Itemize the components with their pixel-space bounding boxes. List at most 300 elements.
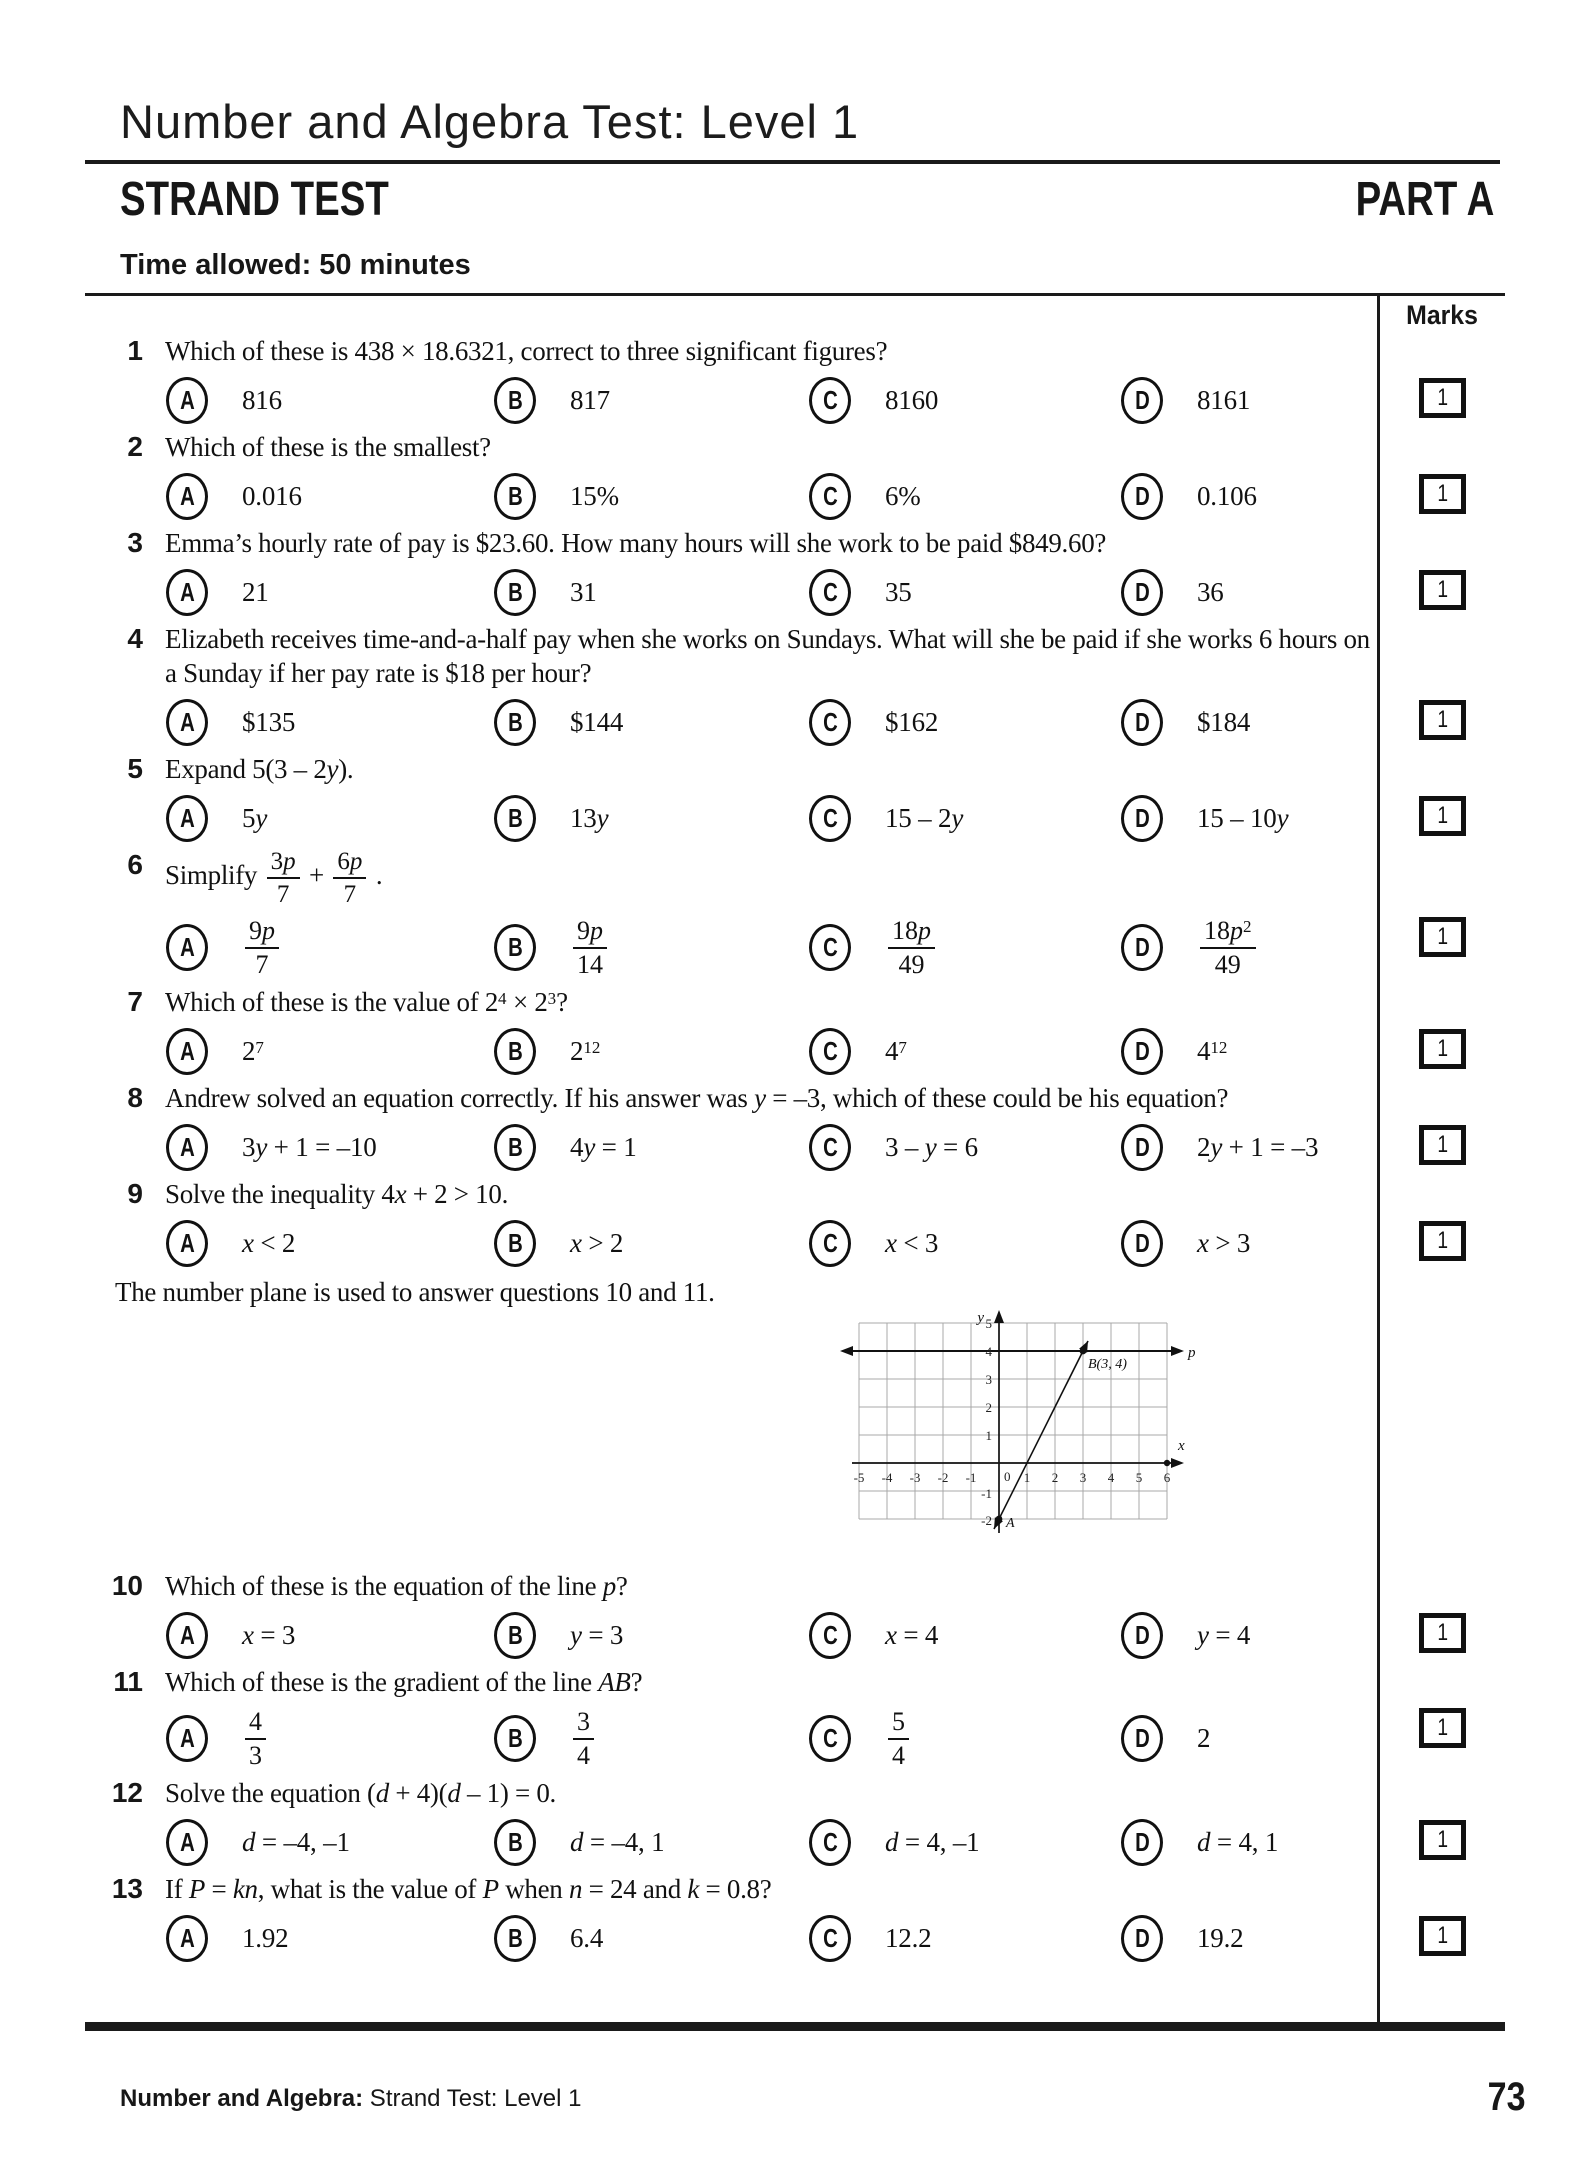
question-text: Simplify $\frac{3p}{7}$ + $\frac{6p}{7}$ . — [165, 847, 383, 908]
marks-box — [1419, 700, 1466, 740]
option-letter-badge: D — [1121, 1028, 1163, 1075]
option-letter-badge: C — [809, 473, 851, 520]
marks-cell — [1380, 1173, 1505, 1269]
option-a — [166, 1220, 494, 1267]
option-value: 4y = 1 — [570, 1131, 637, 1162]
option-letter-badge: D — [1121, 377, 1163, 424]
svg-text:1: 1 — [985, 1427, 992, 1443]
option-letter-badge: B — [494, 924, 536, 971]
question-text: Which of these is the smallest? — [165, 431, 491, 462]
option-c — [809, 1915, 1121, 1962]
option-value: $135 — [242, 706, 296, 737]
option-letter-badge: B — [494, 1612, 536, 1659]
marks-value: 1 — [1437, 383, 1448, 411]
option-value: $184 — [1197, 706, 1251, 737]
questions-1-9 — [85, 330, 1505, 1269]
question-number: 4 — [127, 622, 143, 654]
marks-box — [1419, 1125, 1466, 1165]
svg-text:-2: -2 — [981, 1512, 992, 1528]
option-value: 0.106 — [1197, 480, 1257, 511]
option-letter-badge: B — [494, 795, 536, 842]
x-axis-label: x — [1178, 1437, 1185, 1454]
option-a — [166, 1612, 494, 1659]
option-value: $4^{12}$ — [1197, 1035, 1228, 1066]
option-a — [166, 569, 494, 616]
option-a — [166, 1028, 494, 1075]
question-number: 2 — [127, 430, 143, 462]
option-letter-badge: A — [166, 569, 208, 616]
question-text: Expand 5(3 – 2y). — [165, 753, 354, 784]
option-d — [1121, 1220, 1377, 1267]
option-value: 1.92 — [242, 1923, 289, 1953]
option-letter-badge: C — [809, 377, 851, 424]
option-value: x > 2 — [570, 1227, 624, 1258]
option-value: 3 – y = 6 — [885, 1131, 978, 1162]
marks-value: 1 — [1437, 479, 1448, 507]
option-value: 36 — [1197, 576, 1224, 607]
svg-text:4: 4 — [1107, 1469, 1115, 1485]
marks-box — [1419, 1613, 1466, 1653]
option-a — [166, 1708, 494, 1770]
strand-header — [85, 172, 1500, 227]
options-row — [166, 795, 1377, 842]
point-6-0 — [1164, 1460, 1170, 1466]
marks-cell — [1380, 1077, 1505, 1173]
option-d — [1121, 377, 1377, 424]
x-tick-labels — [854, 1469, 1171, 1485]
option-letter-badge: D — [1121, 795, 1163, 842]
svg-text:3: 3 — [985, 1371, 992, 1387]
option-letter-badge: C — [809, 1915, 851, 1962]
svg-text:5: 5 — [1135, 1469, 1143, 1485]
option-value: $\frac{18p}{49}$ — [885, 917, 938, 979]
option-value: d = –4, 1 — [570, 1827, 665, 1857]
option-value: 816 — [242, 384, 282, 415]
option-d — [1121, 699, 1377, 746]
svg-text:5: 5 — [985, 1315, 992, 1331]
option-value: $4^7$ — [885, 1035, 907, 1066]
option-letter-badge: C — [809, 924, 851, 971]
marks-cell — [1380, 844, 1505, 981]
option-value: y = 3 — [570, 1619, 624, 1650]
strand-test-label: STRAND TEST — [120, 172, 389, 226]
title-rule — [85, 160, 1500, 164]
question-number: 1 — [127, 334, 143, 366]
question-row-10 — [85, 1565, 1505, 1661]
question-number: 12 — [111, 1777, 143, 1808]
question-text: Solve the inequality 4x + 2 > 10. — [165, 1178, 509, 1209]
y-tick-labels — [981, 1316, 992, 1528]
options-row — [166, 1612, 1377, 1659]
question-row-7 — [85, 981, 1505, 1077]
marks-value: 1 — [1437, 1826, 1448, 1853]
option-c — [809, 795, 1121, 842]
option-value: x = 4 — [885, 1619, 939, 1650]
options-row — [166, 1124, 1377, 1171]
point-b — [1080, 1347, 1087, 1354]
footer-strand-name: Number and Algebra: — [120, 2085, 364, 2112]
option-a — [166, 795, 494, 842]
option-value: $\frac{3}{4}$ — [570, 1708, 597, 1770]
y-axis-label: y — [977, 1309, 984, 1326]
marks-value: 1 — [1437, 1034, 1448, 1062]
option-letter-badge: C — [809, 569, 851, 616]
option-value: $162 — [885, 706, 939, 737]
svg-text:-4: -4 — [881, 1469, 893, 1485]
option-d — [1121, 917, 1377, 979]
option-value: x = 3 — [242, 1619, 296, 1650]
marks-value: 1 — [1437, 1226, 1448, 1254]
question-row-8 — [85, 1077, 1505, 1173]
time-allowed: Time allowed: 50 minutes — [120, 248, 471, 281]
option-letter-badge: A — [166, 1819, 208, 1866]
marks-value: 1 — [1437, 801, 1448, 829]
option-d — [1121, 1915, 1377, 1962]
marks-cell — [1380, 1868, 1505, 1964]
svg-text:1: 1 — [1023, 1469, 1031, 1485]
option-value: 817 — [570, 384, 610, 415]
option-letter-badge: A — [166, 1124, 208, 1171]
option-value: 6% — [885, 480, 921, 511]
option-letter-badge: D — [1121, 1819, 1163, 1866]
option-c — [809, 473, 1121, 520]
option-letter-badge: A — [166, 1220, 208, 1267]
option-letter-badge: A — [166, 795, 208, 842]
question-text: Which of these is the value of $2^4 \times 2^3$? — [165, 986, 568, 1017]
option-b — [494, 1915, 809, 1962]
question-text: Which of these is 438 × 18.6321, correct to three significant figures? — [165, 335, 888, 366]
line-p-left-arrow — [840, 1346, 853, 1356]
page-title: Number and Algebra Test: Level 1 — [120, 95, 860, 148]
option-value: 3y + 1 = –10 — [242, 1131, 377, 1162]
option-c — [809, 699, 1121, 746]
question-number: 7 — [127, 985, 143, 1017]
option-b — [494, 1708, 809, 1770]
option-letter-badge: D — [1121, 473, 1163, 520]
option-letter-badge: C — [809, 795, 851, 842]
question-row-2 — [85, 426, 1505, 522]
option-letter-badge: B — [494, 473, 536, 520]
marks-cell — [1380, 522, 1505, 618]
option-letter-badge: A — [166, 473, 208, 520]
svg-text:3: 3 — [1079, 1469, 1087, 1485]
point-b-label: B(3, 4) — [1088, 1356, 1127, 1372]
marks-value: 1 — [1437, 1130, 1448, 1158]
svg-text:0: 0 — [1004, 1468, 1011, 1484]
marks-cell — [1380, 618, 1505, 748]
question-row-3 — [85, 522, 1505, 618]
option-c — [809, 1124, 1121, 1171]
svg-text:-5: -5 — [853, 1469, 865, 1485]
question-text: Which of these is the equation of the line p? — [165, 1570, 628, 1601]
option-value: $\frac{18p^2}{49}$ — [1197, 917, 1259, 979]
option-letter-badge: B — [494, 1220, 536, 1267]
option-letter-badge: D — [1121, 1612, 1163, 1659]
page-number: 73 — [1487, 2075, 1525, 2119]
marks-value: 1 — [1437, 1714, 1448, 1741]
option-c — [809, 917, 1121, 979]
marks-box — [1419, 1221, 1466, 1261]
option-letter-badge: B — [494, 1124, 536, 1171]
part-a-label: PART A — [1355, 172, 1494, 226]
option-value: y = 4 — [1197, 1619, 1251, 1650]
option-b — [494, 1028, 809, 1075]
marks-column-label: Marks — [1406, 299, 1479, 330]
footer-test-name: Strand Test: Level 1 — [363, 2085, 582, 2112]
option-d — [1121, 1819, 1377, 1866]
question-row-11 — [85, 1661, 1505, 1772]
option-value: $\frac{4}{3}$ — [242, 1708, 269, 1770]
marks-box — [1419, 1029, 1466, 1069]
question-number: 11 — [113, 1665, 143, 1697]
option-letter-badge: C — [809, 1819, 851, 1866]
option-value: 15% — [570, 480, 619, 511]
svg-text:-1: -1 — [981, 1485, 992, 1501]
option-value: x > 3 — [1197, 1227, 1251, 1258]
option-letter-badge: A — [166, 377, 208, 424]
option-a — [166, 473, 494, 520]
svg-text:4: 4 — [985, 1343, 992, 1359]
option-value: $144 — [570, 706, 624, 737]
option-value: 15 – 2y — [885, 802, 964, 833]
marks-value: 1 — [1437, 1922, 1448, 1949]
option-value: x < 3 — [885, 1227, 939, 1258]
question-number: 13 — [111, 1873, 143, 1904]
options-row — [166, 1819, 1377, 1866]
option-value: 8160 — [885, 384, 939, 415]
marks-column-divider — [1377, 296, 1380, 2022]
option-value: d = 4, 1 — [1197, 1827, 1279, 1857]
option-letter-badge: A — [166, 1612, 208, 1659]
marks-value: 1 — [1437, 705, 1448, 733]
option-letter-badge: A — [166, 1028, 208, 1075]
options-row — [166, 917, 1377, 979]
option-c — [809, 1708, 1121, 1770]
option-value: 21 — [242, 576, 269, 607]
option-d — [1121, 569, 1377, 616]
option-letter-badge: D — [1121, 924, 1163, 971]
option-b — [494, 1124, 809, 1171]
number-plane-graph — [814, 1309, 1214, 1561]
question-number: 8 — [127, 1081, 143, 1113]
option-b — [494, 1819, 809, 1866]
option-letter-badge: D — [1121, 1915, 1163, 1962]
number-plane-note: The number plane is used to answer questions 10 and 11. — [115, 1276, 715, 1307]
marks-value: 1 — [1437, 1618, 1448, 1646]
option-b — [494, 917, 809, 979]
question-number: 6 — [127, 848, 143, 880]
question-row-9 — [85, 1173, 1505, 1269]
option-letter-badge: C — [809, 699, 851, 746]
option-value: d = 4, –1 — [885, 1827, 980, 1857]
option-d — [1121, 473, 1377, 520]
option-value: d = –4, –1 — [242, 1827, 350, 1857]
option-value: 6.4 — [570, 1923, 604, 1953]
option-value: $2^{12}$ — [570, 1035, 601, 1066]
option-value: $\frac{9p}{14}$ — [570, 917, 610, 979]
question-text: Elizabeth receives time-and-a-half pay when she works on Sundays. What will she be paid if she works 6 hours on a Sunday if her pay rate is $18 per hour? — [165, 623, 1370, 688]
marks-cell — [1380, 330, 1505, 426]
option-c — [809, 1819, 1121, 1866]
question-number: 3 — [127, 526, 143, 558]
question-row-12 — [85, 1772, 1505, 1868]
questions-table — [85, 293, 1505, 2031]
option-d — [1121, 1124, 1377, 1171]
option-letter-badge: B — [494, 1819, 536, 1866]
option-value: x < 2 — [242, 1227, 296, 1258]
option-letter-badge: D — [1121, 1715, 1163, 1762]
option-letter-badge: D — [1121, 569, 1163, 616]
marks-box — [1419, 1708, 1466, 1748]
marks-cell — [1380, 1565, 1505, 1661]
marks-value: 1 — [1437, 922, 1448, 950]
option-b — [494, 795, 809, 842]
question-text: Emma’s hourly rate of pay is $23.60. How many hours will she work to be paid $849.60? — [165, 527, 1107, 558]
option-c — [809, 1220, 1121, 1267]
option-a — [166, 699, 494, 746]
option-a — [166, 1819, 494, 1866]
options-row — [166, 699, 1377, 746]
option-value: 12.2 — [885, 1923, 932, 1953]
footer-text — [120, 2085, 582, 2113]
page-footer — [85, 2075, 1525, 2120]
question-number: 10 — [111, 1569, 143, 1601]
option-a — [166, 377, 494, 424]
marks-cell — [1380, 1772, 1505, 1868]
options-row — [166, 1915, 1377, 1962]
marks-cell — [1380, 1661, 1505, 1772]
question-row-4 — [85, 618, 1505, 748]
option-c — [809, 569, 1121, 616]
option-b — [494, 377, 809, 424]
option-letter-badge: B — [494, 1715, 536, 1762]
marks-cell — [1380, 426, 1505, 522]
point-a — [996, 1515, 1003, 1522]
svg-text:-2: -2 — [937, 1469, 949, 1485]
option-c — [809, 377, 1121, 424]
option-value: 15 – 10y — [1197, 802, 1289, 833]
svg-text:2: 2 — [1051, 1469, 1059, 1485]
option-letter-badge: A — [166, 1715, 208, 1762]
questions-10-13 — [85, 1565, 1505, 1964]
question-text: Which of these is the gradient of the line AB? — [165, 1666, 643, 1697]
option-letter-badge: C — [809, 1124, 851, 1171]
options-row — [166, 1028, 1377, 1075]
marks-box — [1419, 917, 1466, 957]
point-a-label: A — [1006, 1515, 1015, 1531]
marks-box — [1419, 796, 1466, 836]
option-value: $2^7$ — [242, 1035, 264, 1066]
option-value: 13y — [570, 802, 609, 833]
marks-cell — [1380, 748, 1505, 844]
option-value: 2 — [1197, 1723, 1211, 1754]
option-value: 2y + 1 = –3 — [1197, 1131, 1319, 1162]
number-plane-row — [85, 1269, 1505, 1565]
marks-box — [1419, 378, 1466, 418]
option-b — [494, 699, 809, 746]
option-letter-badge: B — [494, 1028, 536, 1075]
option-letter-badge: D — [1121, 1220, 1163, 1267]
option-b — [494, 1612, 809, 1659]
option-d — [1121, 1715, 1377, 1762]
option-letter-badge: D — [1121, 699, 1163, 746]
marks-box — [1419, 570, 1466, 610]
svg-text:-3: -3 — [909, 1469, 921, 1485]
option-letter-badge: C — [809, 1220, 851, 1267]
option-value: 31 — [570, 576, 597, 607]
option-letter-badge: C — [809, 1028, 851, 1075]
option-value: 0.016 — [242, 480, 302, 511]
option-letter-badge: C — [809, 1612, 851, 1659]
options-row — [166, 1220, 1377, 1267]
option-a — [166, 1915, 494, 1962]
option-letter-badge: B — [494, 699, 536, 746]
options-row — [166, 569, 1377, 616]
question-row-5 — [85, 748, 1505, 844]
options-row — [166, 1708, 1377, 1770]
option-value: 5y — [242, 802, 268, 833]
marks-box — [1419, 1916, 1466, 1956]
marks-cell — [1380, 981, 1505, 1077]
x-axis-arrow — [1171, 1458, 1184, 1468]
marks-header-row — [85, 296, 1505, 330]
option-a — [166, 917, 494, 979]
question-text: Andrew solved an equation correctly. If his answer was y = –3, which of these could be his equation? — [165, 1082, 1229, 1113]
option-value: 8161 — [1197, 384, 1251, 415]
option-letter-badge: B — [494, 1915, 536, 1962]
option-letter-badge: A — [166, 924, 208, 971]
option-d — [1121, 1612, 1377, 1659]
question-number: 9 — [127, 1177, 143, 1209]
option-c — [809, 1612, 1121, 1659]
option-value: $\frac{9p}{7}$ — [242, 917, 282, 979]
option-value: 19.2 — [1197, 1923, 1244, 1953]
svg-text:2: 2 — [985, 1399, 992, 1415]
option-letter-badge: A — [166, 699, 208, 746]
option-d — [1121, 1028, 1377, 1075]
svg-text:6: 6 — [1163, 1469, 1171, 1485]
y-axis-arrow — [994, 1310, 1004, 1323]
question-text: Solve the equation (d + 4)(d – 1) = 0. — [165, 1778, 556, 1808]
line-p-label: p — [1188, 1344, 1196, 1361]
marks-value: 1 — [1437, 575, 1448, 603]
option-letter-badge: C — [809, 1715, 851, 1762]
option-c — [809, 1028, 1121, 1075]
option-letter-badge: D — [1121, 1124, 1163, 1171]
option-d — [1121, 795, 1377, 842]
option-a — [166, 1124, 494, 1171]
option-letter-badge: B — [494, 377, 536, 424]
marks-box — [1419, 474, 1466, 514]
options-row — [166, 377, 1377, 424]
option-letter-badge: B — [494, 569, 536, 616]
option-b — [494, 569, 809, 616]
question-number: 5 — [127, 752, 143, 784]
line-p-right-arrow — [1171, 1346, 1184, 1356]
graph-holder — [85, 1309, 1377, 1561]
question-row-1 — [85, 330, 1505, 426]
question-text: If P = kn, what is the value of P when n = 24 and k = 0.8? — [165, 1874, 772, 1904]
question-row-6 — [85, 844, 1505, 981]
option-value: $\frac{5}{4}$ — [885, 1708, 912, 1770]
option-b — [494, 1220, 809, 1267]
question-row-13 — [85, 1868, 1505, 1964]
option-b — [494, 473, 809, 520]
options-row — [166, 473, 1377, 520]
marks-box — [1419, 1820, 1466, 1860]
option-letter-badge: A — [166, 1915, 208, 1962]
option-value: 35 — [885, 576, 912, 607]
